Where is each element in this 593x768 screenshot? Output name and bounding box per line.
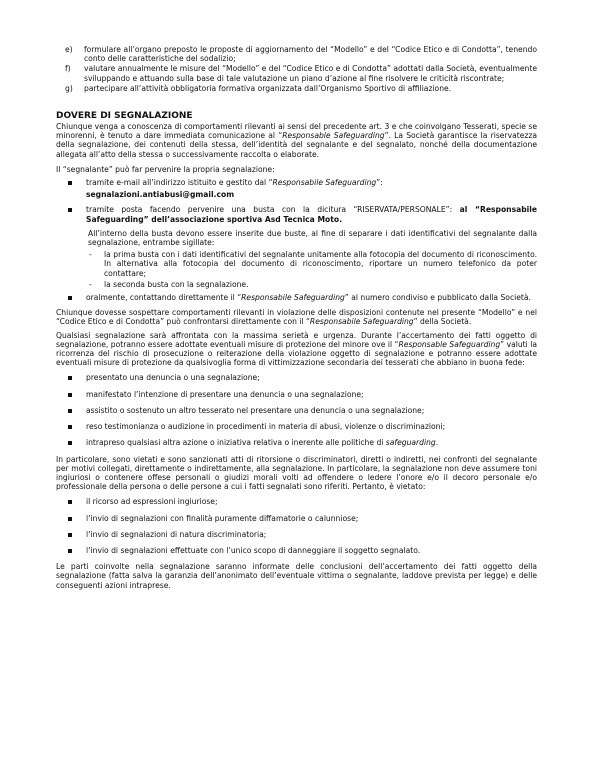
text-run: ” al numero condiviso e pubblicato dalla Società.: [344, 293, 531, 303]
bullet-square-icon: [68, 393, 72, 397]
italic-run: Responsabile Safeguarding: [272, 178, 377, 188]
list-item-text: formulare all’organo preposto le proposte di aggiornamento del “Modello” e del “Codice Etico e di Condotta”, tenendo conto delle caratteristiche del sodalizio;: [84, 45, 537, 64]
bullet-square-icon: [68, 208, 72, 212]
bullet-square-icon: [68, 425, 72, 429]
bullet-square-icon: [68, 517, 72, 521]
text-run: Qualsiasi segnalazione sarà affrontata con la massima serietà e urgenza. Durante l’accertamento dei fatti oggetto di segnalazione, potranno essere adottate eventuali misure di protezione del minore ove il “: [56, 330, 537, 349]
list-item: [86, 280, 537, 289]
bullet-square-icon: [68, 376, 72, 380]
duties-list: [60, 45, 537, 93]
bullet-square-icon: [68, 533, 72, 537]
text-run: tramite e-mail all’indirizzo istituito e gestito dal “: [86, 178, 273, 188]
list-marker: e): [65, 45, 73, 54]
list-item: [56, 514, 537, 523]
list-item-text: l’invio di segnalazioni di natura discriminatoria;: [86, 529, 267, 539]
intro-paragraph: [56, 122, 537, 159]
italic-run: safeguarding: [385, 438, 436, 448]
list-item-post: [56, 205, 537, 289]
list-item-text: l’invio di segnalazioni effettuate con l’unico scopo di danneggiare il soggetto segnalato.: [86, 545, 421, 555]
list-item-text: partecipare all’attività obbligatoria formativa organizzata dall’Organismo Sportivo di affiliazione.: [84, 83, 452, 93]
suspect-paragraph: [56, 308, 537, 326]
list-item-text: valutare annualmente le misure del “Modello” e del “Codice Etico e di Condotta” adottati dalla Società, eventualmente sviluppando e attuando sulla base di tale valutazione un piano d’azione al fine risolvere le criticità riscontrate;: [84, 64, 537, 83]
list-item-text: presentato una denuncia o una segnalazione;: [86, 373, 260, 383]
list-item: [56, 406, 537, 415]
section-heading: DOVERE DI SEGNALAZIONE: [56, 111, 193, 122]
list-item-text: la prima busta con i dati identificativi del segnalante unitamente alla fotocopia del documento di riconoscimento. In alternativa alla fotocopia del documento di riconoscimento, riportare un numero telefonico da poter contattare;: [104, 250, 537, 278]
italic-run: Responsable Safeguarding: [398, 339, 501, 349]
text-run: ” valuti la ricorrenza del rischio di prosecuzione o reiterazione della violazione oggetto di segnalazione e potranno essere adottate eventuali misure di protezione da qualsivoglia forma di vittimizzazione secondaria dei tesserati che abbiano in buona fede:: [56, 339, 537, 368]
email-address-link[interactable]: segnalazioni.antiabusi@gmail.com: [86, 190, 235, 200]
channels-list: [56, 178, 537, 302]
list-item: [60, 64, 537, 82]
bullet-square-icon: [68, 181, 72, 185]
list-item: [60, 45, 537, 63]
envelope-instructions: All’interno della busta devono essere inserite due buste, al fine di separare i dati identificativi del segnalante dalla segnalazione, entrambe sigillate:: [88, 228, 537, 248]
bullet-square-icon: [68, 409, 72, 413]
list-item-text: manifestato l’intenzione di presentare una denuncia o una segnalazione;: [86, 389, 364, 399]
text-run: Chiunque venga a conoscenza di comportamenti rilevanti ai sensi del precedente art. 3 e che coinvolgano Tesserati, specie se minorenni, è tenuto a dare immediata comunicazione al “: [56, 122, 537, 141]
bullet-square-icon: [68, 296, 72, 300]
italic-run: Responsable Safeguarding: [282, 131, 385, 141]
list-item-text: il ricorso ad espressioni ingiuriose;: [86, 497, 218, 507]
text-run: oralmente, contattando direttamente il “: [86, 293, 242, 303]
text-run: ”:: [376, 178, 383, 188]
text-run: ”. La Società garantisce la riservatezza della segnalazione, dei contenuti della stessa, dell’identità del segnalante e del segnalato, nonché della documentazione allegata all’atto della stessa o successivamente raccolta o elaborate.: [56, 131, 537, 159]
final-paragraph: Le parti coinvolte nella segnalazione saranno informate delle conclusioni dell’accertamento dei fatti oggetto della segnalazione (fatta salva la garanzia dell’anonimato dell’eventuale vittima o segnalante, laddove prevista per legge) e delle conseguenti azioni intraprese.: [56, 562, 537, 590]
list-item: [56, 497, 537, 506]
dash-marker: -: [89, 250, 92, 260]
list-item: [86, 250, 537, 278]
good-faith-list: [56, 373, 537, 447]
list-item: [56, 546, 537, 555]
list-item-text: assistito o sostenuto un altro tesserato nel presentare una denuncia o una segnalazione;: [86, 405, 425, 415]
bullet-square-icon: [68, 441, 72, 445]
prohibited-paragraph: In particolare, sono vietati e sono sanzionati atti di ritorsione o discriminatori, diretti o indiretti, nei confronti del segnalante per motivi collegati, direttamente o indirettamente, alla segnalazione. In particolare, la segnalazione non deve assumere toni ingiuriosi o contenere offese personali o giudizi morali volti ad offendere o ledere l’onore e/o il decoro personale e/o professionale della persona o delle persone a cui i fatti segnalati sono riferiti. Pertanto, è vietato:: [56, 454, 537, 492]
dash-marker: -: [89, 279, 92, 289]
channels-intro: Il “segnalante” può far pervenire la propria segnalazione:: [56, 164, 275, 174]
list-item: [56, 438, 537, 447]
text-run: .: [435, 438, 439, 448]
list-item: [56, 422, 537, 431]
list-item-text: reso testimonianza o audizione in procedimenti in materia di abusi, violenze o discriminazioni;: [86, 422, 446, 432]
italic-run: Responsabile Safeguarding: [241, 293, 345, 303]
list-item: [56, 530, 537, 539]
bullet-square-icon: [68, 549, 72, 553]
list-item: [60, 84, 537, 93]
seriousness-paragraph: [56, 331, 537, 368]
bullet-square-icon: [68, 500, 72, 504]
list-item: [56, 373, 537, 382]
text-run: tramite posta facendo pervenire una busta con la dicitura “RISERVATA/PERSONALE”:: [86, 205, 460, 215]
bold-run: al “Responsabile Safeguarding” dell’associazione sportiva Asd Tecnica Moto.: [86, 205, 538, 224]
envelope-list: [86, 250, 537, 289]
list-marker: f): [65, 64, 71, 74]
list-item-email: [56, 178, 537, 199]
text-run: intrapreso qualsiasi altra azione o iniziativa relativa o inerente alle politiche di: [86, 438, 386, 448]
italic-run: Responsabile Safeguarding: [309, 317, 414, 327]
text-run: Chiunque dovesse sospettare comportamenti rilevanti in violazione delle disposizioni contenute nel presente “Modello” e nel “Codice Etico e di Condotta” può confrontarsi direttamente con il “: [56, 308, 537, 327]
list-item-text: l’invio di segnalazioni con finalità puramente diffamatorie o calunniose;: [86, 513, 359, 523]
list-marker: g): [65, 83, 73, 93]
prohibited-list: [56, 497, 537, 555]
text-run: ” della Società.: [413, 317, 472, 327]
list-item: [56, 390, 537, 399]
list-item-oral: [56, 293, 537, 302]
list-item-text: la seconda busta con la segnalazione.: [104, 279, 249, 289]
